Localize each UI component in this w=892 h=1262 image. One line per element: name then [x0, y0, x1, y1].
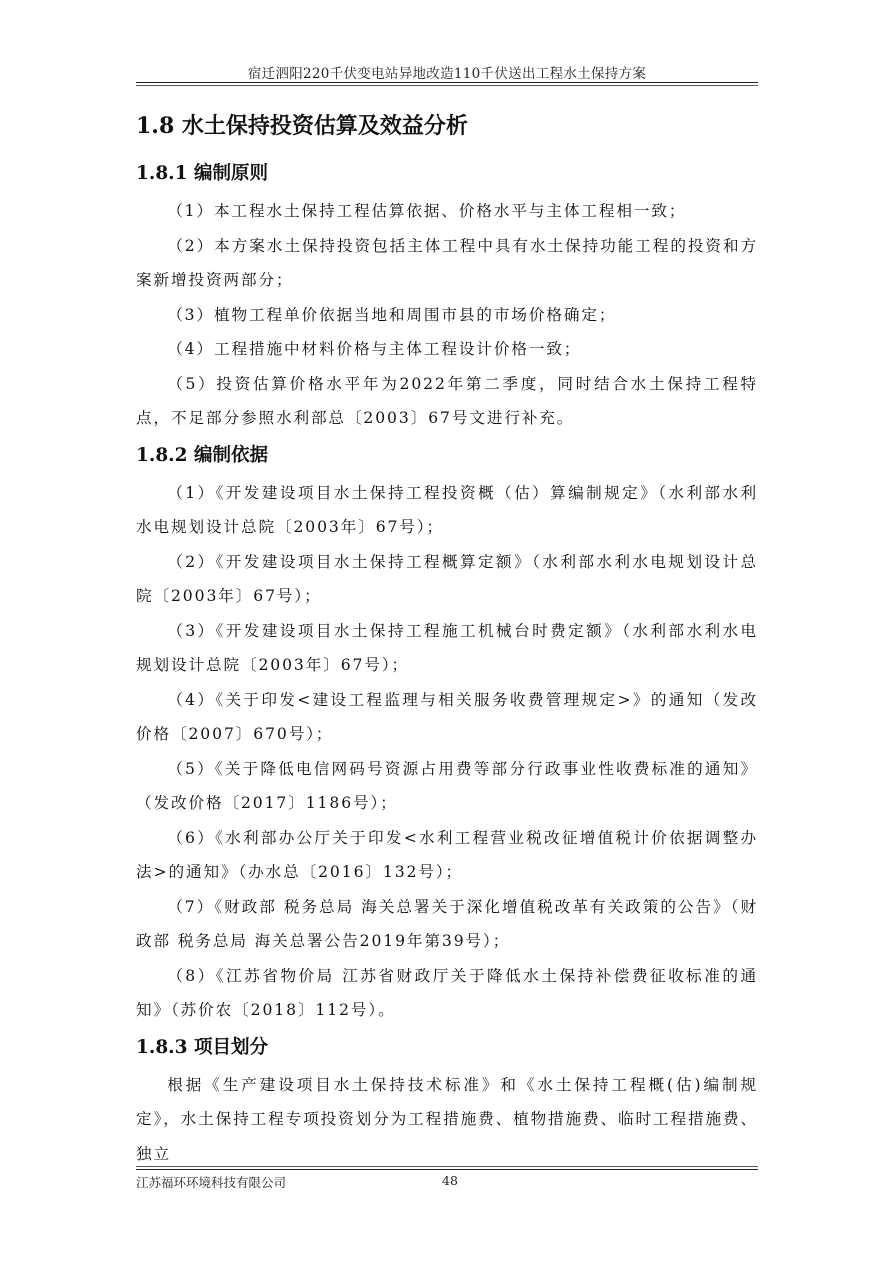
- paragraph: （2）本方案水土保持投资包括主体工程中具有水土保持功能工程的投资和方案新增投资两部分；: [136, 236, 758, 289]
- section-title: 1.8 水土保持投资估算及效益分析: [136, 113, 468, 139]
- paragraph: （4）《关于印发<建设工程监理与相关服务收费管理规定>》的通知（发改价格〔2007〕670号）；: [136, 690, 758, 743]
- paragraph: （6）《水利部办公厅关于印发<水利工程营业税改征增值税计价依据调整办法>的通知》（办水总〔2016〕132号）；: [136, 828, 758, 881]
- header-rule-secondary: [136, 85, 758, 86]
- subsection-title-basis: 1.8.2 编制依据: [136, 444, 268, 466]
- header-rule: [136, 82, 758, 83]
- paragraph: （3）植物工程单价依据当地和周围市县的市场价格确定；: [167, 305, 617, 324]
- footer-company-name: 江苏福环环境科技有限公司: [136, 1175, 287, 1190]
- page-content: [136, 104, 758, 1171]
- paragraph: （4）工程措施中材料价格与主体工程设计价格一致；: [167, 340, 582, 358]
- subsection-title-division: 1.8.3 项目划分: [136, 1036, 268, 1058]
- paragraph: （5）投资估算价格水平年为2022年第二季度，同时结合水土保持工程特点，不足部分参照水利部总〔2003〕67号文进行补充。: [136, 374, 758, 427]
- paragraph: （8）《江苏省物价局 江苏省财政厅关于降低水土保持补偿费征收标准的通知》（苏价农〔2018〕112号）。: [136, 966, 758, 1019]
- footer-rule-secondary: [136, 1169, 758, 1170]
- paragraph: （1）《开发建设项目水土保持工程投资概（估）算编制规定》（水利部水利水电规划设计总院〔2003年〕67号）；: [136, 483, 758, 536]
- paragraph: （5）《关于降低电信网码号资源占用费等部分行政事业性收费标准的通知》（发改价格〔2017〕1186号）；: [136, 759, 758, 812]
- page-number: 48: [442, 1173, 458, 1188]
- paragraph: 根据《生产建设项目水土保持技术标准》和《水土保持工程概(估)编制规定》，水土保持工程专项投资划分为工程措施费、植物措施费、临时工程措施费、独立: [136, 1075, 758, 1163]
- footer-rule: [136, 1166, 758, 1167]
- subsection-title-principles: 1.8.1 编制原则: [136, 163, 268, 184]
- paragraph: （3）《开发建设项目水土保持工程施工机械台时费定额》（水利部水利水电规划设计总院〔2003年〕67号）；: [136, 621, 758, 674]
- paragraph: （7）《财政部 税务总局 海关总署关于深化增值税改革有关政策的公告》（财政部 税务总局 海关总署公告2019年第39号）；: [136, 897, 758, 950]
- paragraph: （1）本工程水土保持工程估算依据、价格水平与主体工程相一致；: [167, 202, 687, 220]
- page-header-title: 宿迁泗阳220千伏变电站异地改造110千伏送出工程水土保持方案: [247, 66, 647, 82]
- paragraph: （2）《开发建设项目水土保持工程概算定额》（水利部水利水电规划设计总院〔2003年〕67号）；: [136, 552, 758, 605]
